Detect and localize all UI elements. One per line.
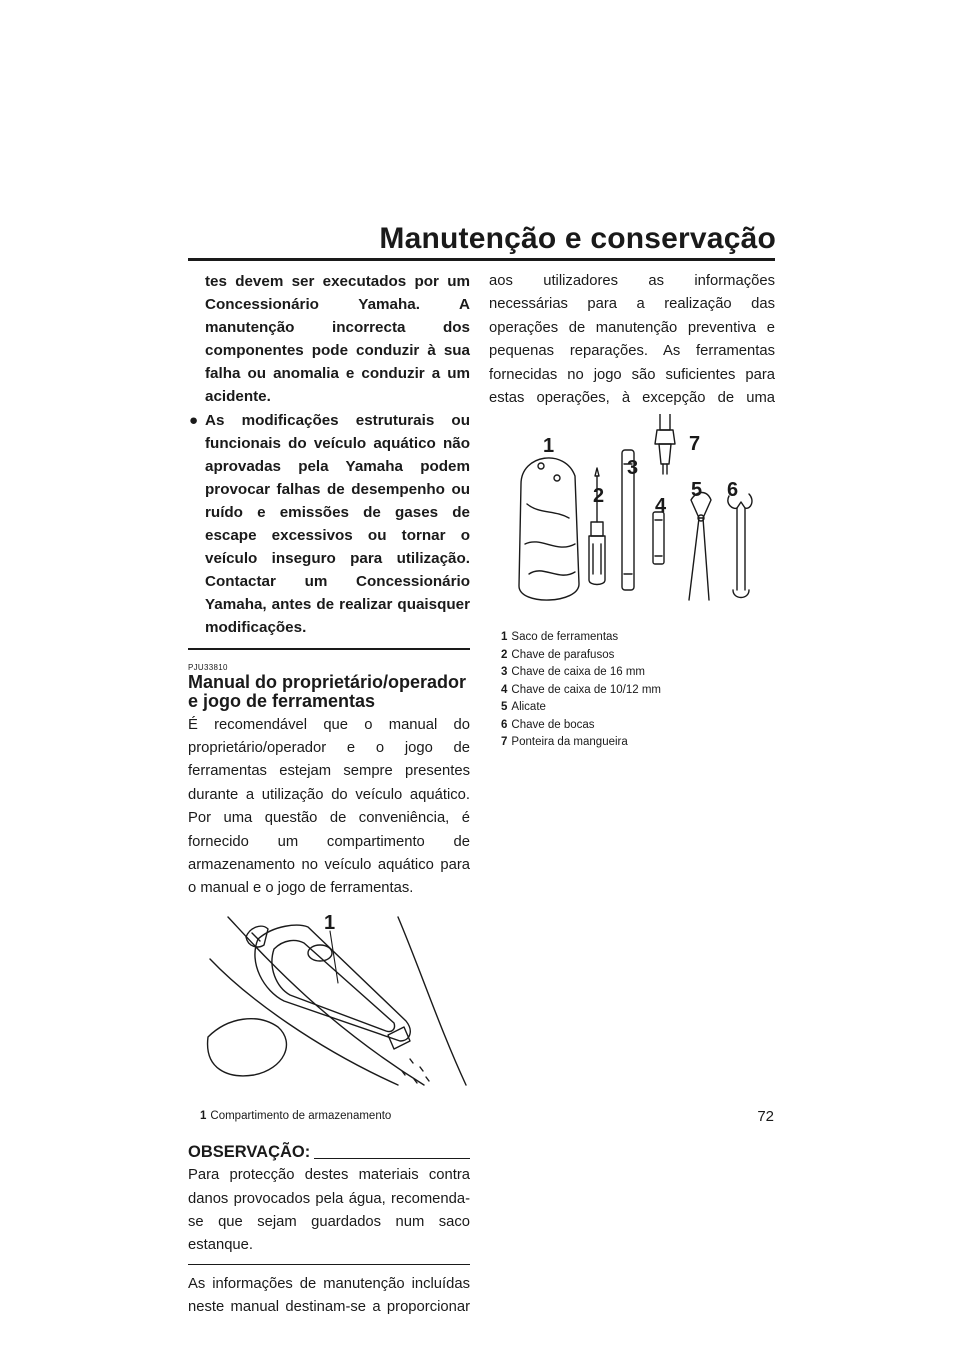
note-text: Para protecção destes materiais contra danos provocados pela água, recomenda-se que sejam guardados num saco estanque. [188,1167,470,1254]
legend-item: 7 Ponteira da mangueira [501,736,628,748]
warning-end-rule [188,648,470,650]
warning-bullet-text: As modificações estruturais ou funcionais do veículo aquático não aprovadas pela Yamaha podem provocar falhas de desempenho ou ruído e emissões de gases de escape excessivos ou tornar o veículo inseguro para utilização. Contactar um Concessionário Yamaha, antes de realizar quaisquer modificações. [205,411,470,637]
note-heading: OBSERVAÇÃO: [188,1143,311,1162]
closing-text-continued: aos utilizadores as informações necessárias para a realização das operações de manutenção preventiva e pequenas reparações. As ferramentas fornecidas no jogo são suficientes para estas operações, à excepção de uma [489,273,775,407]
tool-callout-7: 7 [689,433,701,455]
left-column [188,270,470,1319]
figure-tool-kit [489,414,775,752]
legend-item: 6 Chave de bocas [501,718,595,731]
storage-compartment-illustration [188,909,470,1099]
page-number: 72 [757,1108,774,1125]
legend-item: 5 Alicate [501,701,546,713]
tool-callout-2: 2 [593,485,605,507]
legend-item: 1 Saco de ferramentas [501,631,619,643]
warning-continued-text: tes devem ser executados por um Concessionário Yamaha. A manutenção incorrecta dos componentes pode conduzir à sua falha ou anomalia e conduzir a um acidente. [205,273,470,406]
tool-callout-5: 5 [691,479,703,501]
title-rule [188,258,775,261]
note-heading-rule [314,1158,470,1159]
bullet-icon: ● [189,411,199,429]
legend-item: 4 Chave de caixa de 10/12 mm [501,683,661,696]
closing-text-start: As informações de manutenção incluídas neste manual destinam-se a proporcionar [188,1275,470,1316]
note-end-rule [188,1264,470,1265]
tool-callout-1: 1 [543,435,555,457]
figure1-callout: 1 [324,911,336,934]
legend-item: 2 Chave de parafusos [501,648,615,661]
warning-bullet-item [188,409,470,640]
figure1-caption [188,1108,470,1126]
page-title: Manutenção e conservação [379,222,776,255]
note-heading-row [188,1143,470,1162]
figure-storage-compartment [188,909,470,1126]
tool-callout-6: 6 [727,479,739,501]
figure2-legend [489,629,775,752]
warning-block [188,270,470,640]
right-column [489,270,775,752]
section-code: PJU33810 [188,662,228,672]
tool-callout-3: 3 [627,457,639,479]
tool-kit-illustration [489,414,775,614]
section-paragraph: É recomendável que o manual do proprietário/operador e o jogo de ferramentas estejam sempre presentes durante a utilização do veículo aquático. Por uma questão de conveniência, é fornecido um compartimento de armazenamento no veículo aquático para o manual e o jogo de ferramentas. [188,716,470,897]
figure1-caption-text: Compartimento de armazenamento [210,1109,392,1122]
legend-item: 3 Chave de caixa de 16 mm [501,666,646,678]
section-heading: Manual do proprietário/operador e jogo de ferramentas [188,671,467,711]
figure1-caption-num: 1 [200,1109,207,1122]
tool-callout-4: 4 [655,495,667,517]
